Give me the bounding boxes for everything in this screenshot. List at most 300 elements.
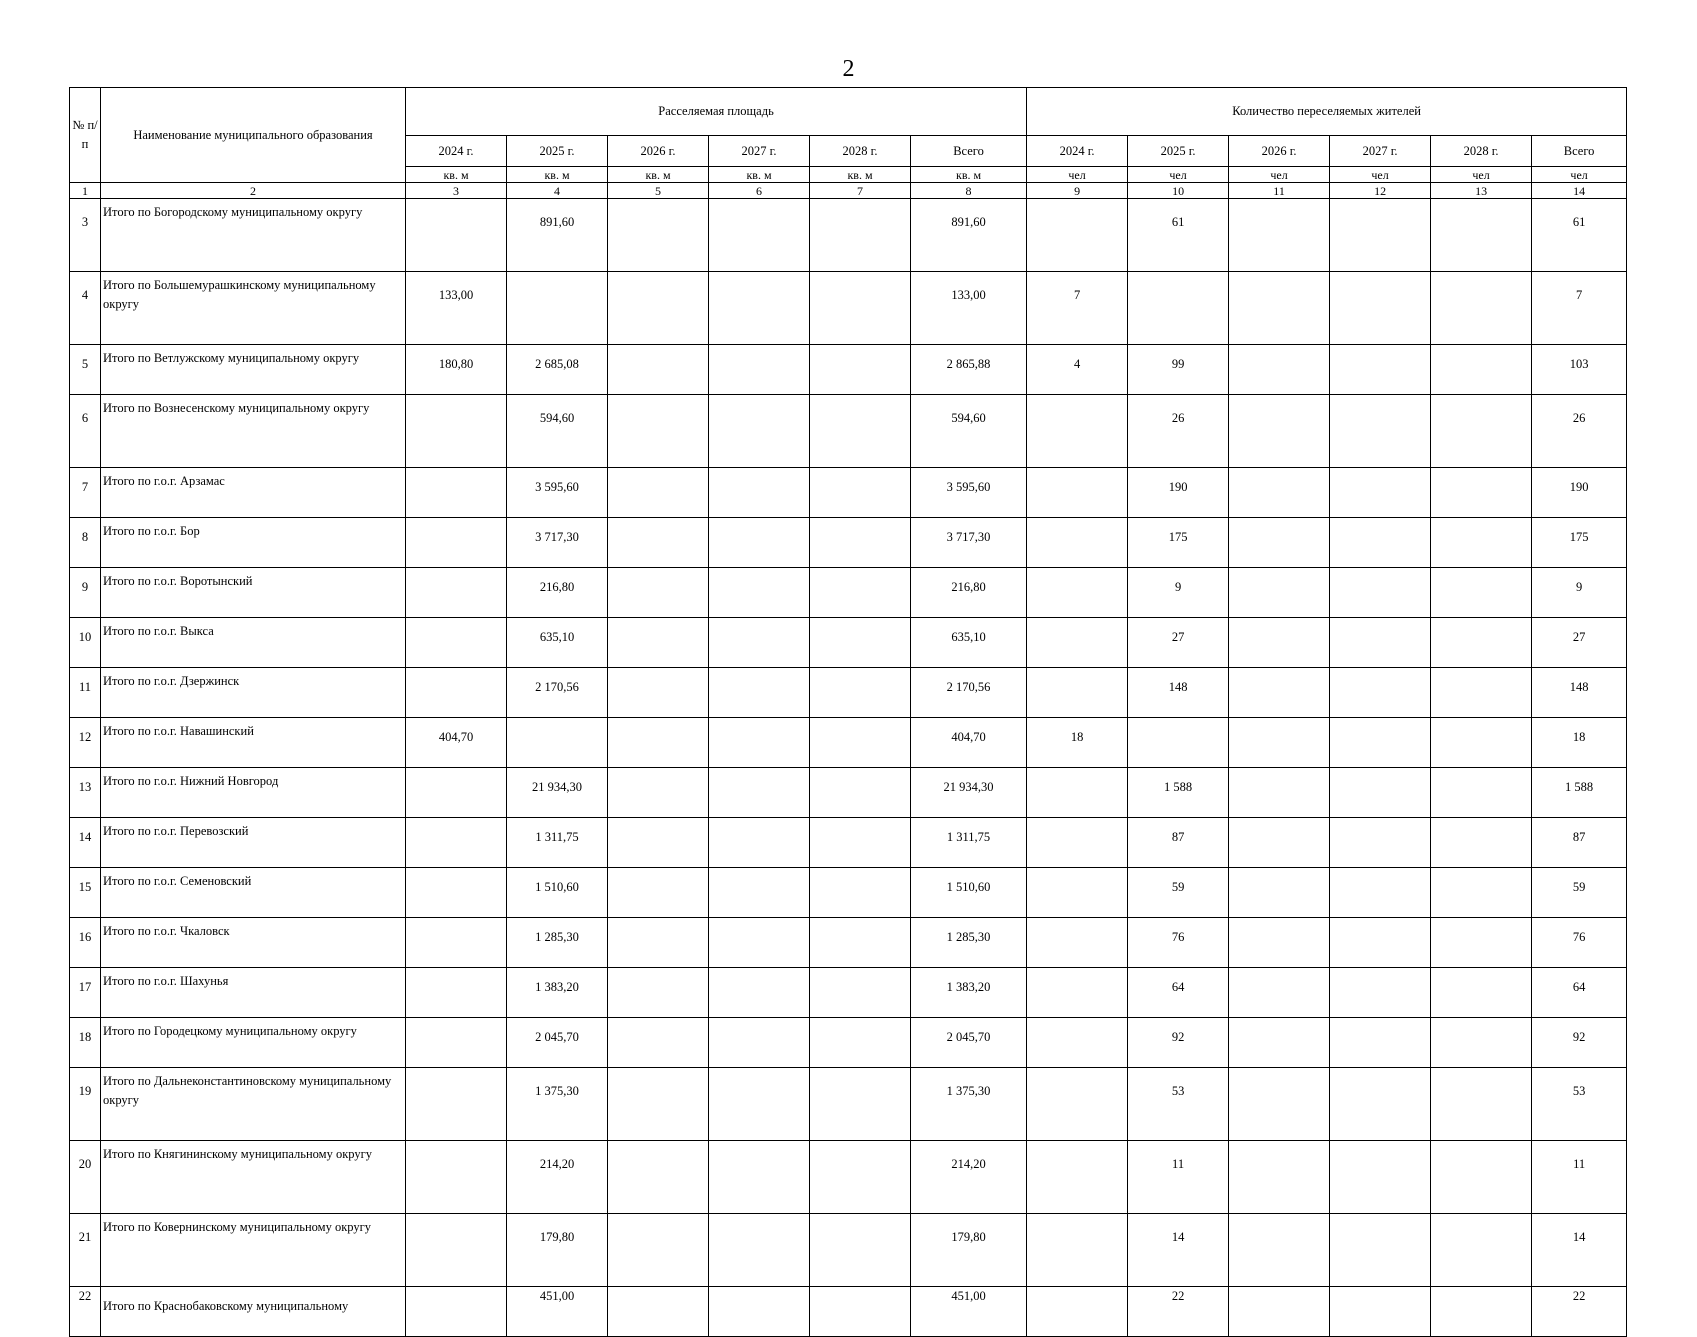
cell-people <box>1330 868 1431 918</box>
row-municipality-name: Итого по Вознесенскому муниципальному округу <box>101 395 406 468</box>
cell-people <box>1027 968 1128 1018</box>
cell-area <box>608 272 709 345</box>
page-number: 2 <box>842 56 855 82</box>
table-row <box>70 618 1627 668</box>
cell-people <box>1229 968 1330 1018</box>
cell-people <box>1027 568 1128 618</box>
row-number: 6 <box>70 395 101 468</box>
cell-people <box>1027 918 1128 968</box>
cell-people: 92 <box>1532 1018 1627 1068</box>
cell-people: 190 <box>1128 468 1229 518</box>
table-row <box>70 345 1627 395</box>
row-municipality-name: Итого по г.о.г. Семеновский <box>101 868 406 918</box>
column-number: 9 <box>1027 183 1128 199</box>
row-municipality-name: Итого по Ветлужскому муниципальному округу <box>101 345 406 395</box>
header-unit-people: чел <box>1431 167 1532 183</box>
cell-area <box>709 768 810 818</box>
row-municipality-name: Итого по г.о.г. Бор <box>101 518 406 568</box>
cell-area <box>608 668 709 718</box>
cell-area <box>810 918 911 968</box>
column-number: 6 <box>709 183 810 199</box>
cell-people <box>1229 1214 1330 1287</box>
column-number: 7 <box>810 183 911 199</box>
cell-people <box>1431 868 1532 918</box>
cell-people <box>1229 718 1330 768</box>
cell-area <box>406 968 507 1018</box>
cell-people <box>1330 568 1431 618</box>
cell-area <box>810 1068 911 1141</box>
cell-people <box>1330 518 1431 568</box>
cell-people: 148 <box>1532 668 1627 718</box>
cell-area <box>608 618 709 668</box>
cell-people <box>1431 272 1532 345</box>
row-number: 17 <box>70 968 101 1018</box>
column-number: 2 <box>101 183 406 199</box>
cell-area <box>709 468 810 518</box>
cell-people: 53 <box>1532 1068 1627 1141</box>
cell-people <box>1027 1287 1128 1337</box>
cell-area <box>406 1287 507 1337</box>
cell-area <box>406 818 507 868</box>
cell-people: 4 <box>1027 345 1128 395</box>
resettlement-table <box>69 87 1627 1337</box>
cell-area <box>709 1068 810 1141</box>
cell-area <box>709 518 810 568</box>
cell-people <box>1431 1068 1532 1141</box>
header-num: № п/п <box>70 88 101 183</box>
cell-people <box>1229 668 1330 718</box>
cell-people <box>1431 395 1532 468</box>
cell-area <box>709 1018 810 1068</box>
header-area-group: Расселяемая площадь <box>406 88 1027 136</box>
cell-area <box>608 818 709 868</box>
cell-area <box>810 272 911 345</box>
cell-people <box>1330 1068 1431 1141</box>
cell-area <box>709 668 810 718</box>
cell-area: 891,60 <box>911 199 1027 272</box>
cell-area: 2 865,88 <box>911 345 1027 395</box>
cell-people <box>1330 395 1431 468</box>
row-number: 4 <box>70 272 101 345</box>
cell-people <box>1229 345 1330 395</box>
cell-people <box>1431 668 1532 718</box>
cell-area: 1 375,30 <box>507 1068 608 1141</box>
row-municipality-name: Итого по Княгининскому муниципальному округу <box>101 1141 406 1214</box>
cell-area <box>608 518 709 568</box>
row-number: 8 <box>70 518 101 568</box>
header-unit-area: кв. м <box>608 167 709 183</box>
cell-area <box>810 1141 911 1214</box>
cell-area: 2 685,08 <box>507 345 608 395</box>
cell-people: 87 <box>1532 818 1627 868</box>
cell-area: 1 383,20 <box>507 968 608 1018</box>
header-year-people: 2024 г. <box>1027 136 1128 167</box>
cell-people <box>1027 1068 1128 1141</box>
cell-people <box>1229 395 1330 468</box>
cell-area <box>608 918 709 968</box>
cell-area <box>810 618 911 668</box>
cell-people: 64 <box>1532 968 1627 1018</box>
cell-people <box>1431 1214 1532 1287</box>
cell-people <box>1330 768 1431 818</box>
column-number: 8 <box>911 183 1027 199</box>
cell-people <box>1229 1018 1330 1068</box>
table-row <box>70 968 1627 1018</box>
cell-area <box>406 668 507 718</box>
row-municipality-name: Итого по Большемурашкинскому муниципальному округу <box>101 272 406 345</box>
cell-people <box>1330 618 1431 668</box>
header-unit-people: чел <box>1532 167 1627 183</box>
cell-area <box>406 468 507 518</box>
cell-area <box>406 1018 507 1068</box>
header-people-group: Количество переселяемых жителей <box>1027 88 1627 136</box>
column-number: 11 <box>1229 183 1330 199</box>
cell-people: 22 <box>1128 1287 1229 1337</box>
cell-area: 1 311,75 <box>507 818 608 868</box>
cell-people: 148 <box>1128 668 1229 718</box>
cell-people <box>1431 918 1532 968</box>
cell-area <box>709 868 810 918</box>
cell-people <box>1027 868 1128 918</box>
cell-people <box>1229 1068 1330 1141</box>
column-number: 14 <box>1532 183 1627 199</box>
header-year-area: 2028 г. <box>810 136 911 167</box>
cell-area: 21 934,30 <box>507 768 608 818</box>
cell-people: 99 <box>1128 345 1229 395</box>
header-year-people: 2026 г. <box>1229 136 1330 167</box>
table-row <box>70 199 1627 272</box>
table-row <box>70 768 1627 818</box>
cell-area <box>608 1141 709 1214</box>
table-row <box>70 1214 1627 1287</box>
row-number: 13 <box>70 768 101 818</box>
cell-area: 635,10 <box>507 618 608 668</box>
table-row <box>70 1018 1627 1068</box>
header-unit-area: кв. м <box>406 167 507 183</box>
cell-area <box>810 199 911 272</box>
cell-area <box>507 272 608 345</box>
cell-area <box>608 199 709 272</box>
cell-area: 216,80 <box>911 568 1027 618</box>
cell-area <box>709 1141 810 1214</box>
row-number: 12 <box>70 718 101 768</box>
row-municipality-name: Итого по Городецкому муниципальному округу <box>101 1018 406 1068</box>
cell-area <box>810 668 911 718</box>
cell-people <box>1330 918 1431 968</box>
cell-people <box>1027 1214 1128 1287</box>
cell-area: 2 170,56 <box>507 668 608 718</box>
cell-area <box>406 618 507 668</box>
cell-people <box>1330 968 1431 1018</box>
cell-people <box>1431 568 1532 618</box>
row-number: 14 <box>70 818 101 868</box>
cell-area <box>608 568 709 618</box>
cell-area: 1 510,60 <box>911 868 1027 918</box>
cell-area: 179,80 <box>507 1214 608 1287</box>
cell-people <box>1027 668 1128 718</box>
header-row-column-numbers <box>70 183 1627 199</box>
cell-area <box>608 868 709 918</box>
cell-people <box>1229 568 1330 618</box>
cell-people <box>1330 345 1431 395</box>
header-unit-area: кв. м <box>709 167 810 183</box>
cell-people <box>1027 395 1128 468</box>
cell-area <box>810 968 911 1018</box>
cell-area: 1 285,30 <box>911 918 1027 968</box>
cell-area: 133,00 <box>911 272 1027 345</box>
table-row <box>70 668 1627 718</box>
cell-area <box>406 199 507 272</box>
header-year-area: 2025 г. <box>507 136 608 167</box>
cell-area <box>406 918 507 968</box>
table-row <box>70 395 1627 468</box>
table-row <box>70 518 1627 568</box>
cell-area <box>810 818 911 868</box>
cell-people: 61 <box>1532 199 1627 272</box>
row-number: 18 <box>70 1018 101 1068</box>
cell-area: 404,70 <box>911 718 1027 768</box>
table-row <box>70 868 1627 918</box>
cell-people: 14 <box>1128 1214 1229 1287</box>
cell-people <box>1027 518 1128 568</box>
cell-area <box>709 718 810 768</box>
cell-area: 1 510,60 <box>507 868 608 918</box>
row-municipality-name: Итого по Краснобаковскому муниципальному <box>101 1287 406 1337</box>
column-number: 4 <box>507 183 608 199</box>
cell-area <box>810 718 911 768</box>
cell-people: 7 <box>1532 272 1627 345</box>
cell-people: 64 <box>1128 968 1229 1018</box>
cell-area: 3 717,30 <box>911 518 1027 568</box>
cell-area <box>608 1068 709 1141</box>
cell-people: 76 <box>1532 918 1627 968</box>
header-row-groups <box>70 88 1627 136</box>
cell-area <box>709 395 810 468</box>
cell-people: 1 588 <box>1532 768 1627 818</box>
header-year-area: 2026 г. <box>608 136 709 167</box>
cell-people <box>1330 468 1431 518</box>
cell-area <box>608 1287 709 1337</box>
cell-people <box>1330 272 1431 345</box>
cell-area <box>608 968 709 1018</box>
column-number: 1 <box>70 183 101 199</box>
cell-area: 216,80 <box>507 568 608 618</box>
cell-area: 3 595,60 <box>911 468 1027 518</box>
cell-people: 22 <box>1532 1287 1627 1337</box>
cell-people <box>1027 1141 1128 1214</box>
header-unit-people: чел <box>1128 167 1229 183</box>
cell-people <box>1229 1141 1330 1214</box>
cell-people: 190 <box>1532 468 1627 518</box>
cell-people <box>1431 1141 1532 1214</box>
table-row <box>70 1287 1627 1337</box>
cell-area <box>810 468 911 518</box>
row-municipality-name: Итого по г.о.г. Воротынский <box>101 568 406 618</box>
cell-people <box>1027 768 1128 818</box>
table-row <box>70 1141 1627 1214</box>
cell-area <box>810 345 911 395</box>
cell-area: 2 170,56 <box>911 668 1027 718</box>
cell-area <box>608 345 709 395</box>
cell-people: 14 <box>1532 1214 1627 1287</box>
cell-area <box>406 768 507 818</box>
row-municipality-name: Итого по Ковернинскому муниципальному округу <box>101 1214 406 1287</box>
column-number: 12 <box>1330 183 1431 199</box>
row-number: 20 <box>70 1141 101 1214</box>
header-year-area: 2024 г. <box>406 136 507 167</box>
cell-area: 3 717,30 <box>507 518 608 568</box>
cell-area: 1 285,30 <box>507 918 608 968</box>
cell-people <box>1229 1287 1330 1337</box>
column-number: 5 <box>608 183 709 199</box>
table-row <box>70 818 1627 868</box>
cell-people: 18 <box>1532 718 1627 768</box>
column-number: 13 <box>1431 183 1532 199</box>
cell-area <box>507 718 608 768</box>
cell-people <box>1229 868 1330 918</box>
cell-area: 2 045,70 <box>507 1018 608 1068</box>
cell-area <box>709 272 810 345</box>
cell-area: 594,60 <box>507 395 608 468</box>
cell-area: 891,60 <box>507 199 608 272</box>
cell-area <box>810 1214 911 1287</box>
cell-people <box>1330 1018 1431 1068</box>
cell-area <box>608 1018 709 1068</box>
table-row <box>70 718 1627 768</box>
cell-people: 175 <box>1532 518 1627 568</box>
cell-area <box>709 568 810 618</box>
cell-area <box>608 1214 709 1287</box>
cell-area <box>709 1214 810 1287</box>
cell-area <box>810 868 911 918</box>
cell-area: 451,00 <box>911 1287 1027 1337</box>
cell-people: 53 <box>1128 1068 1229 1141</box>
cell-area <box>608 468 709 518</box>
cell-people <box>1431 199 1532 272</box>
cell-area <box>406 868 507 918</box>
cell-people <box>1229 272 1330 345</box>
cell-area <box>810 1287 911 1337</box>
header-year-people: 2028 г. <box>1431 136 1532 167</box>
cell-people <box>1330 1214 1431 1287</box>
cell-people <box>1027 199 1128 272</box>
cell-people <box>1229 818 1330 868</box>
header-unit-people: чел <box>1027 167 1128 183</box>
cell-area: 635,10 <box>911 618 1027 668</box>
cell-area <box>810 1018 911 1068</box>
cell-people <box>1128 718 1229 768</box>
header-unit-people: чел <box>1330 167 1431 183</box>
cell-area: 21 934,30 <box>911 768 1027 818</box>
table-row <box>70 468 1627 518</box>
cell-people <box>1229 768 1330 818</box>
header-year-people: 2027 г. <box>1330 136 1431 167</box>
cell-people <box>1431 818 1532 868</box>
row-number: 16 <box>70 918 101 968</box>
cell-area: 133,00 <box>406 272 507 345</box>
cell-area <box>608 718 709 768</box>
cell-area: 214,20 <box>911 1141 1027 1214</box>
cell-people: 175 <box>1128 518 1229 568</box>
cell-people <box>1330 1141 1431 1214</box>
cell-people: 27 <box>1128 618 1229 668</box>
cell-people <box>1027 818 1128 868</box>
table-row <box>70 568 1627 618</box>
cell-people <box>1229 918 1330 968</box>
cell-people <box>1431 518 1532 568</box>
cell-people <box>1229 199 1330 272</box>
row-municipality-name: Итого по г.о.г. Выкса <box>101 618 406 668</box>
column-number: 10 <box>1128 183 1229 199</box>
row-municipality-name: Итого по г.о.г. Навашинский <box>101 718 406 768</box>
header-year-area: Всего <box>911 136 1027 167</box>
cell-area <box>709 345 810 395</box>
header-year-people: Всего <box>1532 136 1627 167</box>
cell-area: 594,60 <box>911 395 1027 468</box>
row-number: 5 <box>70 345 101 395</box>
row-municipality-name: Итого по г.о.г. Чкаловск <box>101 918 406 968</box>
cell-area: 2 045,70 <box>911 1018 1027 1068</box>
cell-people: 26 <box>1128 395 1229 468</box>
cell-area <box>608 768 709 818</box>
cell-area <box>406 395 507 468</box>
row-number: 19 <box>70 1068 101 1141</box>
cell-area: 404,70 <box>406 718 507 768</box>
cell-people <box>1027 1018 1128 1068</box>
cell-people: 11 <box>1128 1141 1229 1214</box>
cell-people: 87 <box>1128 818 1229 868</box>
row-municipality-name: Итого по г.о.г. Перевозский <box>101 818 406 868</box>
row-number: 7 <box>70 468 101 518</box>
header-name: Наименование муниципального образования <box>101 88 406 183</box>
cell-people: 1 588 <box>1128 768 1229 818</box>
cell-people: 59 <box>1128 868 1229 918</box>
table-row <box>70 272 1627 345</box>
cell-people <box>1330 1287 1431 1337</box>
header-unit-area: кв. м <box>507 167 608 183</box>
cell-people: 76 <box>1128 918 1229 968</box>
cell-people: 7 <box>1027 272 1128 345</box>
header-unit-people: чел <box>1229 167 1330 183</box>
cell-people <box>1229 618 1330 668</box>
cell-people: 59 <box>1532 868 1627 918</box>
row-municipality-name: Итого по г.о.г. Шахунья <box>101 968 406 1018</box>
cell-area <box>406 1214 507 1287</box>
cell-area <box>810 568 911 618</box>
row-number: 22 <box>70 1287 101 1337</box>
table-row <box>70 918 1627 968</box>
cell-area: 214,20 <box>507 1141 608 1214</box>
cell-area <box>406 518 507 568</box>
cell-area: 1 383,20 <box>911 968 1027 1018</box>
cell-people: 27 <box>1532 618 1627 668</box>
header-unit-area: кв. м <box>810 167 911 183</box>
cell-area <box>709 918 810 968</box>
cell-people <box>1431 1018 1532 1068</box>
cell-area: 179,80 <box>911 1214 1027 1287</box>
cell-people <box>1431 718 1532 768</box>
cell-people <box>1330 818 1431 868</box>
cell-people <box>1431 1287 1532 1337</box>
cell-area: 1 375,30 <box>911 1068 1027 1141</box>
row-municipality-name: Итого по Богородскому муниципальному округу <box>101 199 406 272</box>
row-number: 11 <box>70 668 101 718</box>
row-number: 10 <box>70 618 101 668</box>
cell-people: 11 <box>1532 1141 1627 1214</box>
cell-area: 1 311,75 <box>911 818 1027 868</box>
cell-area <box>406 568 507 618</box>
column-number: 3 <box>406 183 507 199</box>
